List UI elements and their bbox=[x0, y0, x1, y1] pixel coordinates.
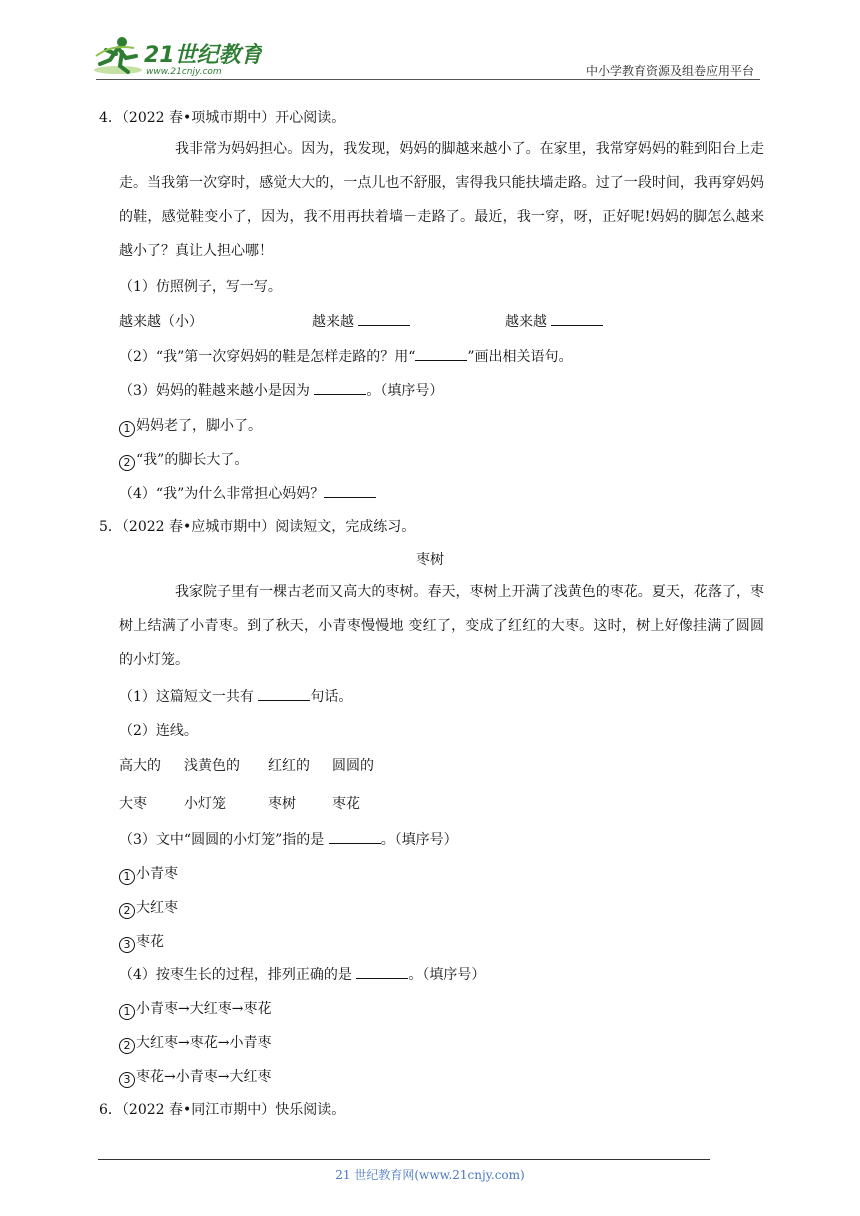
q5-passage: 我家院子里有一棵古老而又高大的枣树。春天，枣树上开满了浅黄色的枣花。夏天，花落了，枣树上结满了小青枣。到了秋天，小青枣慢慢地 变红了，变成了红红的大枣。这时，树上好像挂满了圆圆的小灯笼。 bbox=[119, 584, 764, 668]
match-word: 圆圆的 bbox=[332, 758, 374, 774]
match-word: 高大的 bbox=[119, 758, 161, 774]
circled-number: 1 bbox=[119, 421, 135, 437]
match-word: 枣花 bbox=[332, 796, 360, 812]
q4-fill-1: 越来越 bbox=[312, 311, 410, 331]
answer-blank[interactable] bbox=[356, 966, 408, 979]
answer-blank[interactable] bbox=[329, 831, 381, 844]
q5-sub3-option-2: 2 大红枣 bbox=[119, 897, 178, 919]
passage-title: 枣树 bbox=[416, 552, 444, 568]
logo-url: www.21cnjy.com bbox=[146, 67, 222, 77]
q4-sub2: （2）“我”第一次穿妈妈的鞋是怎样走路的？用“ ”画出相关语句。 bbox=[119, 349, 573, 365]
question-number: 5． bbox=[99, 519, 122, 535]
header-divider bbox=[96, 79, 760, 80]
question-source: （2022 春•应城市期中）阅读短文，完成练习。 bbox=[121, 519, 416, 535]
question-4-heading bbox=[99, 107, 345, 127]
q5-sub3: （3）文中“圆圆的小灯笼”指的是 。（填序号） bbox=[119, 832, 458, 848]
answer-blank[interactable] bbox=[258, 688, 310, 701]
underline-sample bbox=[415, 348, 467, 361]
q5-sub4-option-3: 3 枣花→小青枣→大红枣 bbox=[119, 1066, 271, 1088]
circled-number: 3 bbox=[119, 1072, 135, 1088]
answer-blank[interactable] bbox=[324, 485, 376, 498]
answer-blank[interactable] bbox=[551, 313, 603, 326]
q4-option-2: 2 “我”的脚长大了。 bbox=[119, 449, 248, 471]
question-source: （2022 春•同江市期中）快乐阅读。 bbox=[121, 1102, 346, 1118]
logo-text: 21世纪教育 bbox=[144, 43, 262, 68]
match-word: 红红的 bbox=[268, 758, 310, 774]
q4-sub4: （4）“我”为什么非常担心妈妈？ bbox=[119, 483, 376, 503]
q5-sub4: （4）按枣生长的过程，排列正确的是 。（填序号） bbox=[119, 967, 486, 983]
logo bbox=[92, 34, 262, 78]
footer-divider bbox=[98, 1159, 710, 1160]
circled-number: 2 bbox=[119, 903, 135, 919]
q5-sub3-option-3: 3 枣花 bbox=[119, 931, 164, 953]
q5-sub4-option-2: 2 大红枣→枣花→小青枣 bbox=[119, 1032, 271, 1054]
match-word: 小灯笼 bbox=[184, 796, 226, 812]
question-number: 4． bbox=[99, 110, 122, 126]
circled-number: 1 bbox=[119, 1004, 135, 1020]
match-word: 浅黄色的 bbox=[184, 758, 240, 774]
question-6-heading bbox=[99, 1099, 345, 1119]
q4-sub1: （1）仿照例子，写一写。 bbox=[119, 279, 282, 295]
q5-sub2: （2）连线。 bbox=[119, 723, 198, 739]
circled-number: 2 bbox=[119, 455, 135, 471]
match-word: 枣树 bbox=[268, 796, 296, 812]
answer-blank[interactable] bbox=[314, 382, 366, 395]
footer-link[interactable]: 21 世纪教育网(www.21cnjy.com) bbox=[335, 1168, 525, 1182]
circled-number: 3 bbox=[119, 937, 135, 953]
answer-blank[interactable] bbox=[358, 313, 410, 326]
question-source: （2022 春•项城市期中）开心阅读。 bbox=[121, 110, 346, 126]
runner-logo-icon bbox=[92, 34, 262, 78]
q5-sub1: （1）这篇短文一共有 句话。 bbox=[119, 689, 353, 705]
q4-sub3: （3）妈妈的鞋越来越小是因为 。（填序号） bbox=[119, 383, 444, 399]
circled-number: 1 bbox=[119, 869, 135, 885]
circled-number: 2 bbox=[119, 1038, 135, 1054]
q4-example: 越来越（小） bbox=[119, 314, 203, 330]
question-number: 6． bbox=[99, 1102, 122, 1118]
q4-option-1: 1 妈妈老了，脚小了。 bbox=[119, 415, 262, 437]
q5-sub3-option-1: 1 小青枣 bbox=[119, 863, 178, 885]
header-platform-text: 中小学教育资源及组卷应用平台 bbox=[585, 64, 754, 78]
match-word: 大枣 bbox=[119, 796, 147, 812]
q4-fill-2: 越来越 bbox=[505, 311, 603, 331]
q5-sub4-option-1: 1 小青枣→大红枣→枣花 bbox=[119, 998, 271, 1020]
q4-passage: 我非常为妈妈担心。因为，我发现，妈妈的脚越来越小了。在家里，我常穿妈妈的鞋到阳台上走走。当我第一次穿时，感觉大大的，一点儿也不舒服，害得我只能扶墙走路。过了一段时间，我再穿妈妈的鞋，感觉鞋变小了，因为，我不用再扶着墙－走路了。最近，我一穿，呀，正好呢!妈妈的脚怎么越来越小了？真让人担心哪！ bbox=[119, 141, 764, 259]
question-5-heading bbox=[99, 516, 415, 536]
